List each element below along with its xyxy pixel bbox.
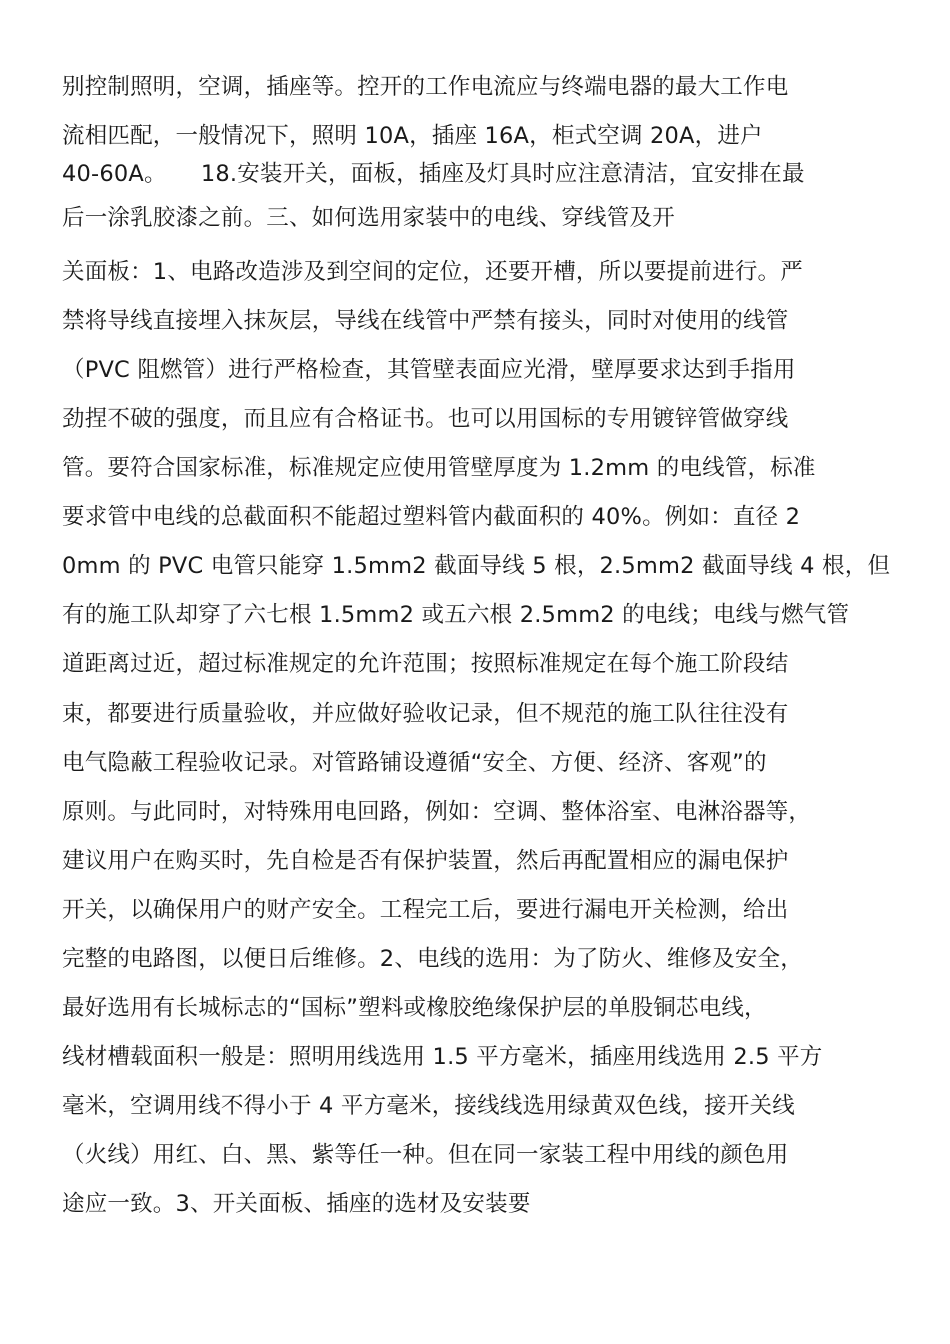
text-line: 关面板：1、电路改造涉及到空间的定位，还要开槽，所以要提前进行。严 — [62, 259, 803, 285]
text-line: 有的施工队却穿了六七根 1.5mm2 或五六根 2.5mm2 的电线；电线与燃气管 — [62, 602, 850, 628]
text-line: 要求管中电线的总截面积不能超过塑料管内截面积的 40%。例如：直径 2 — [62, 504, 801, 530]
text-line: 道距离过近，超过标准规定的允许范围；按照标准规定在每个施工阶段结 — [62, 651, 789, 677]
text-line: 流相匹配，一般情况下，照明 10A，插座 16A，柜式空调 20A，进户 — [62, 123, 763, 149]
text-line: 禁将导线直接埋入抹灰层，导线在线管中严禁有接头，同时对使用的线管 — [62, 308, 789, 334]
text-line: 电气隐蔽工程验收记录。对管路铺设遵循“安全、方便、经济、客观”的 — [62, 750, 767, 776]
text-line: 毫米，空调用线不得小于 4 平方毫米，接线线选用绿黄双色线，接开关线 — [62, 1093, 795, 1119]
text-line: 途应一致。3、开关面板、插座的选材及安装要 — [62, 1191, 531, 1217]
text-line: 线材槽载面积一般是：照明用线选用 1.5 平方毫米，插座用线选用 2.5 平方 — [62, 1044, 823, 1070]
text-line: （火线）用红、白、黑、紫等任一种。但在同一家装工程中用线的颜色用 — [62, 1142, 789, 1168]
text-line: 40-60A。 18.安装开关，面板，插座及灯具时应注意清洁，宜安排在最 — [62, 161, 805, 187]
text-line: 劲捏不破的强度，而且应有合格证书。也可以用国标的专用镀锌管做穿线 — [62, 406, 789, 432]
text-line: 别控制照明，空调，插座等。控开的工作电流应与终端电器的最大工作电 — [62, 74, 789, 100]
text-line: 束，都要进行质量验收，并应做好验收记录，但不规范的施工队往往没有 — [62, 701, 789, 727]
text-line: 最好选用有长城标志的“国标”塑料或橡胶绝缘保护层的单股铜芯电线， — [62, 995, 767, 1021]
text-line: 0mm 的 PVC 电管只能穿 1.5mm2 截面导线 5 根，2.5mm2 截面导线 4 根，但 — [62, 553, 891, 579]
text-line: 原则。与此同时，对特殊用电回路，例如：空调、整体浴室、电淋浴器等， — [62, 799, 812, 825]
text-line: 开关，以确保用户的财产安全。工程完工后，要进行漏电开关检测，给出 — [62, 897, 789, 923]
text-line: 建议用户在购买时，先自检是否有保护装置，然后再配置相应的漏电保护 — [62, 848, 789, 874]
text-line: （PVC 阻燃管）进行严格检查，其管壁表面应光滑，壁厚要求达到手指用 — [62, 357, 796, 383]
text-line: 后一涂乳胶漆之前。三、如何选用家装中的电线、穿线管及开 — [62, 205, 675, 231]
text-line: 完整的电路图，以便日后维修。2、电线的选用：为了防火、维修及安全， — [62, 946, 803, 972]
text-line: 管。要符合国家标准，标准规定应使用管壁厚度为 1.2mm 的电线管，标准 — [62, 455, 816, 481]
